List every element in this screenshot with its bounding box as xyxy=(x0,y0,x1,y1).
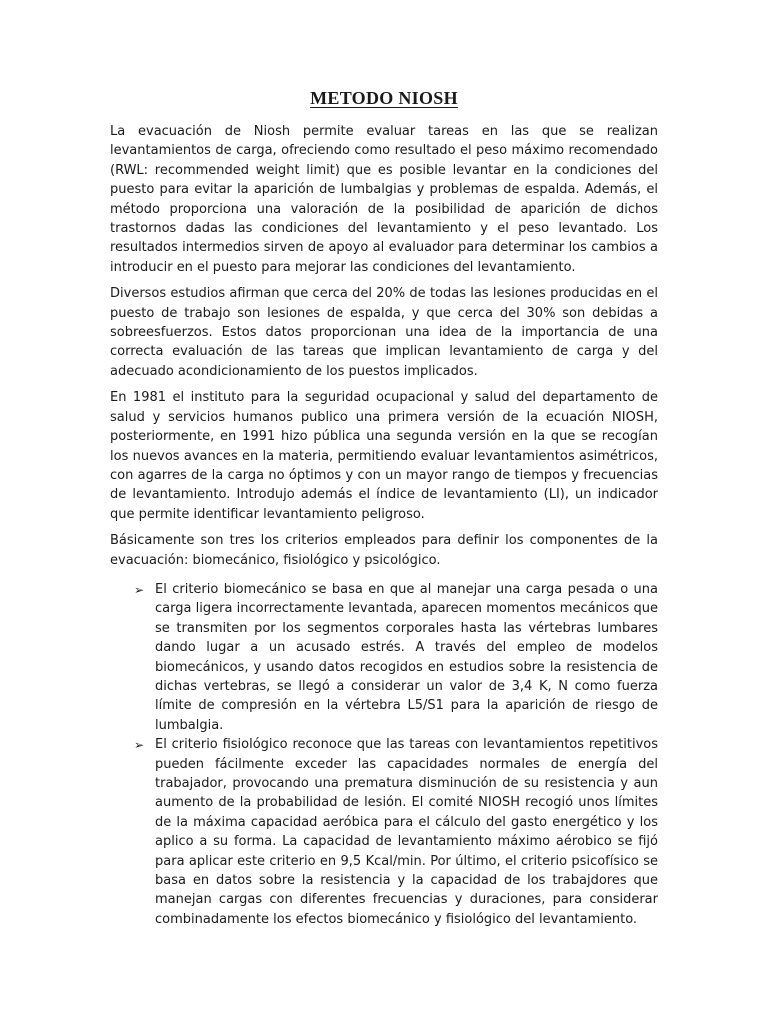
arrowhead-bullet-icon: ➢ xyxy=(134,582,145,597)
paragraph-statistics: Diversos estudios afirman que cerca del 20% de todas las lesiones producidas en el puesto de trabajo son lesiones de espalda, y que cerca del 30% son debidas a sobreesfuerzos. Estos datos proporcionan una idea de la importancia de una correcta evaluación de las tareas que implican levantamiento de carga y del adecuado acondicionamiento de los puestos implicados. xyxy=(110,286,658,379)
criteria-list xyxy=(110,580,658,929)
list-item-physiological xyxy=(110,735,658,929)
document-title-text: METODO NIOSH xyxy=(310,88,458,108)
paragraph-criteria: Básicamente son tres los criterios empleados para definir los componentes de la evacuación: biomecánico, fisiológico y psicológico. xyxy=(110,533,658,568)
arrowhead-bullet-icon: ➢ xyxy=(134,738,145,753)
list-item-text: El criterio fisiológico reconoce que las tareas con levantamientos repetitivos pueden fácilmente exceder las capacidades normales de energía del trabajador, provocando una prematura disminución de su resistencia y aun aumento de la probabilidad de lesión. El comité NIOSH recogió unos límites de la máxima capacidad aeróbica para el cálculo del gasto energético y los aplico a su forma. La capacidad de levantamiento máximo aérobico se fijó para aplicar este criterio en 9,5 Kcal/min. Por último, el criterio psicofísico se basa en datos sobre la resistencia y la capacidad de los trabajdores que manejan cargas con diferentes frecuencias y duraciones, para considerar combinadamente los efectos biomecánico y fisiológico del levantamiento. xyxy=(155,737,658,927)
paragraph-intro: La evacuación de Niosh permite evaluar tareas en las que se realizan levantamientos de carga, ofreciendo como resultado el peso máximo recomendado (RWL: recommended weight limit) que es posible levantar en la condiciones del puesto para evitar la aparición de lumbalgias y problemas de espalda. Además, el método proporciona una valoración de la posibilidad de aparición de dichos trastornos dadas las condiciones del levantamiento y el peso levantado. Los resultados intermedios sirven de apoyo al evaluador para determinar los cambios a introducir en el puesto para mejorar las condiciones del levantamiento. xyxy=(110,124,658,275)
list-item-text: El criterio biomecánico se basa en que al manejar una carga pesada o una carga ligera incorrectamente levantada, aparecen momentos mecánicos que se transmiten por los segmentos corporales hasta las vértebras lumbares dando lugar a un acusado estrés. A través del empleo de modelos biomecánicos, y usando datos recogidos en estudios sobre la resistencia de dichas vertebras, se llegó a considerar un valor de 3,4 K, N como fuerza límite de compresión en la vértebra L5/S1 para la aparición de riesgo de lumbalgia. xyxy=(155,581,658,733)
paragraph-history: En 1981 el instituto para la seguridad ocupacional y salud del departamento de salud y servicios humanos publico una primera versión de la ecuación NIOSH, posteriormente, en 1991 hizo pública una segunda versión en la que se recogían los nuevos avances en la materia, permitiendo evaluar levantamientos asimétricos, con agarres de la carga no óptimos y con un mayor rango de tiempos y frecuencias de levantamiento. Introdujo además el índice de levantamiento (LI), un indicador que permite identificar levantamiento peligroso. xyxy=(110,390,658,522)
list-item-biomechanical xyxy=(110,580,658,735)
document-body xyxy=(110,122,658,929)
document-title xyxy=(0,86,768,110)
